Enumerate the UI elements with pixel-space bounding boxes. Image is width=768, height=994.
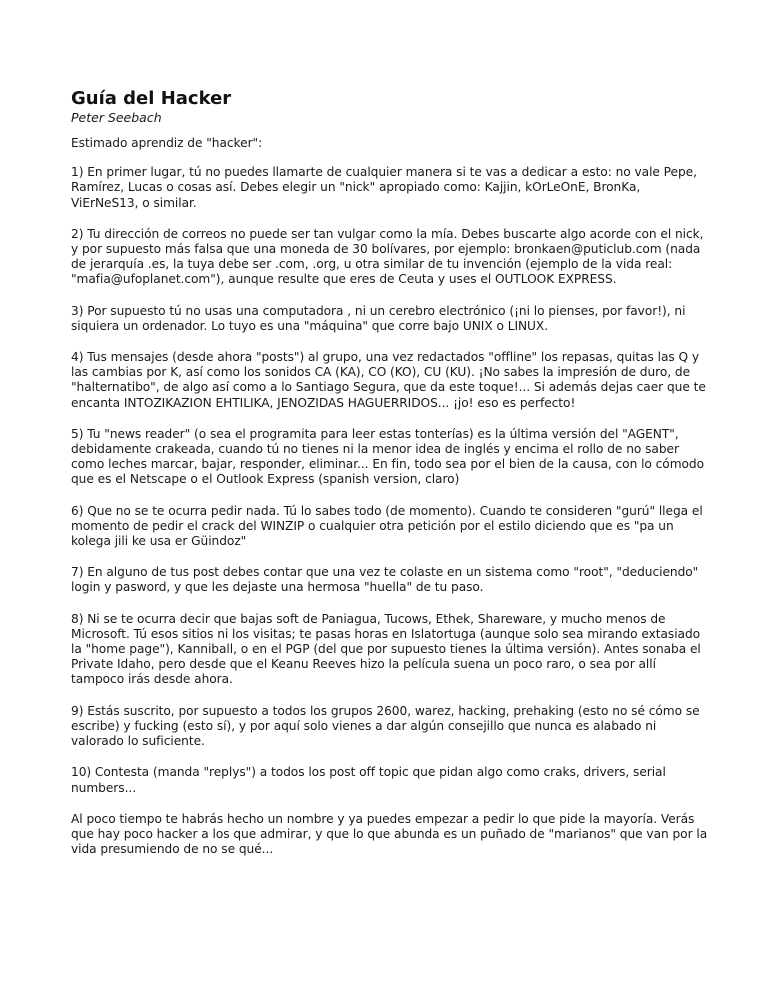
closing-paragraph: Al poco tiempo te habrás hecho un nombre y ya puedes empezar a pedir lo que pide la mayoría. Verás que hay poco hacker a los que admirar, y que lo que abunda es un puñado de "marianos" que van por la vida presumiendo de no se qué... (71, 811, 708, 857)
document-page (71, 88, 711, 873)
paragraph-10: 10) Contesta (manda "replys") a todos los post off topic que pidan algo como craks, drivers, serial numbers... (71, 765, 666, 795)
document-author: Peter Seebach (71, 110, 162, 125)
paragraph-8: 8) Ni se te ocurra decir que bajas soft de Paniagua, Tucows, Ethek, Shareware, y mucho menos de Microsoft. Tú esos sitios ni los visitas; te pasas horas en Islatortuga (aunque solo sea mirando extasiado la "home page"), Kanniball, o en el PGP (del que por supuesto tienes la última versión). Antes sonaba el Private Idaho, pero desde que el Keanu Reeves hizo la película suena un poco raro, o sea por allí tampoco irás desde ahora. (71, 611, 701, 687)
paragraph-9: 9) Estás suscrito, por supuesto a todos los grupos 2600, warez, hacking, prehaking (esto no sé cómo se escribe) y fucking (esto sí), y por aquí solo vienes a dar algún consejillo que nunca es alabado ni valorado lo suficiente. (71, 703, 700, 749)
greeting: Estimado aprendiz de "hacker": (71, 136, 263, 150)
paragraph-5: 5) Tu "news reader" (o sea el programita para leer estas tonterías) es la última versión del "AGENT", debidamente crakeada, cuando tú no tienes ni la menor idea de inglés y encima el rollo de no saber como leches marcar, bajar, responder, eliminar... En fin, todo sea por el bien de la causa, con lo cómodo que es el Netscape o el Outlook Express (spanish version, claro) (71, 426, 705, 487)
paragraph-7: 7) En alguno de tus post debes contar que una vez te colaste en un sistema como "root", "deduciendo" login y pasword, y que les dejaste una hermosa "huella" de tu paso. (71, 565, 699, 595)
paragraph-6: 6) Que no se te ocurra pedir nada. Tú lo sabes todo (de momento). Cuando te consideren "gurú" llega el momento de pedir el crack del WINZIP o cualquier otra petición por el estilo diciendo que es "pa un kolega jili ke usa er Güindoz" (71, 503, 703, 549)
paragraph-2: 2) Tu dirección de correos no puede ser tan vulgar como la mía. Debes buscarte algo acorde con el nick, y por supuesto más falsa que una moneda de 30 bolívares, por ejemplo: bronkaen@puticlub.com (nada de jerarquía .es, la tuya debe ser .com, .org, u otra similar de tu invención (ejemplo de la vida real: "mafia@ufoplanet.com"), aunque resulte que eres de Ceuta y uses el OUTLOOK EXPRESS. (71, 226, 704, 287)
paragraph-4: 4) Tus mensajes (desde ahora "posts") al grupo, una vez redactados "offline" los repasas, quitas las Q y las cambias por K, así como los sonidos CA (KA), CO (KO), CU (KU). ¡No sabes la impresión de duro, de "halternatibo", de algo así como a lo Santiago Segura, que da este toque!... Si además dejas caer que te encanta INTOZIKAZION EHTILIKA, JENOZIDAS HAGUERRIDOS... ¡jo! eso es perfecto! (71, 350, 706, 410)
document-title: Guía del Hacker (71, 88, 232, 109)
paragraph-1: 1) En primer lugar, tú no puedes llamarte de cualquier manera si te vas a dedicar a esto: no vale Pepe, Ramírez, Lucas o cosas así. Debes elegir un "nick" apropiado como: Kajjin, kOrLeOnE, BronKa, ViErNeS13, o similar. (71, 165, 697, 210)
paragraph-3: 3) Por supuesto tú no usas una computadora , ni un cerebro electrónico (¡ni lo pienses, por favor!), ni siquiera un ordenador. Lo tuyo es una "máquina" que corre bajo UNIX o LINUX. (71, 303, 686, 333)
